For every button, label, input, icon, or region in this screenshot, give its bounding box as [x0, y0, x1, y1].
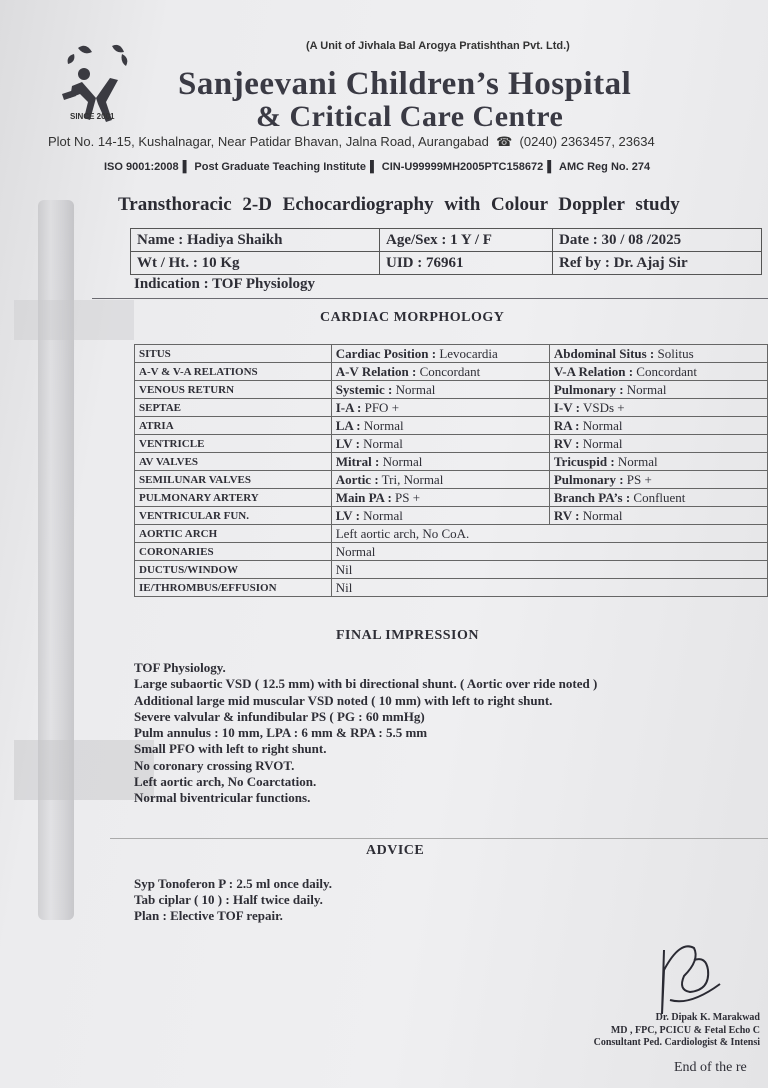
doctor-degrees: MD , FPC, PCICU & Fetal Echo C — [610, 1024, 760, 1036]
cell-key: Pulmonary : — [553, 471, 624, 487]
teaching-label: Post Graduate Teaching Institute — [194, 161, 366, 173]
phone-icon: ☎ — [492, 134, 516, 149]
table-row — [135, 381, 768, 399]
cell-key: Abdominal Situs : — [553, 345, 655, 361]
cell-right — [549, 435, 767, 453]
impression-item: No coronary crossing RVOT. — [134, 757, 295, 773]
page-shadow — [14, 300, 134, 340]
cell-key: RV : — [553, 435, 580, 451]
table-row — [135, 453, 768, 471]
parent-company-line: (A Unit of Jivhala Bal Arogya Pratishthan Pvt. Ltd.) — [306, 40, 570, 52]
divider — [92, 298, 768, 299]
table-row — [135, 561, 768, 579]
patient-age-sex: Age/Sex : 1 Y / F — [380, 229, 553, 252]
cell-key: Cardiac Position : — [335, 345, 437, 361]
table-row — [135, 417, 768, 435]
cell-value: Normal — [392, 381, 436, 397]
cell-value: Normal — [579, 507, 623, 523]
cell-right — [549, 345, 767, 363]
cell-value: Normal — [359, 435, 403, 451]
cell-value: Normal — [379, 453, 423, 469]
cell-value: Normal — [359, 507, 403, 523]
cell-left — [331, 471, 549, 489]
row-label: SITUS — [135, 345, 332, 363]
cell-key: Mitral : — [335, 453, 380, 469]
cell-right — [549, 471, 767, 489]
patient-name: Name : Hadiya Shaikh — [131, 229, 380, 252]
row-label: A-V & V-A RELATIONS — [135, 363, 332, 381]
table-row — [135, 525, 768, 543]
row-value: Nil — [331, 561, 767, 579]
row-label: AORTIC ARCH — [135, 525, 332, 543]
end-of-report: End of the re — [674, 1060, 747, 1075]
cell-left — [331, 435, 549, 453]
patient-weight-height: Wt / Ht. : 10 Kg — [131, 252, 380, 275]
cell-key: Branch PA’s : — [553, 489, 631, 505]
cell-value: Solitus — [654, 345, 694, 361]
cell-key: A-V Relation : — [335, 363, 417, 379]
phone-number: (0240) 2363457, 23634 — [519, 134, 655, 149]
cell-left — [331, 399, 549, 417]
cell-left — [331, 489, 549, 507]
cell-value: Concordant — [416, 363, 481, 379]
morphology-heading: CARDIAC MORPHOLOGY — [320, 310, 505, 325]
table-row — [135, 489, 768, 507]
cell-left — [331, 345, 549, 363]
cell-value: Normal — [623, 381, 667, 397]
impression-item: Left aortic arch, No Coarctation. — [134, 774, 317, 790]
cell-left — [331, 417, 549, 435]
table-row — [135, 435, 768, 453]
advice-item: Tab ciplar ( 10 ) : Half twice daily. — [134, 892, 323, 907]
cell-key: LV : — [335, 507, 360, 523]
cell-right — [549, 453, 767, 471]
cell-value: Normal — [579, 417, 623, 433]
cell-key: V-A Relation : — [553, 363, 634, 379]
cell-key: LV : — [335, 435, 360, 451]
impression-item: Large subaortic VSD ( 12.5 mm) with bi directional shunt. ( Aortic over ride noted ) — [134, 676, 598, 692]
cardiac-morphology-table — [134, 344, 768, 597]
patient-info-table — [130, 228, 762, 275]
row-label: SEMILUNAR VALVES — [135, 471, 332, 489]
cell-value: Normal — [579, 435, 623, 451]
cell-value: Tri, Normal — [378, 471, 444, 487]
cell-right — [549, 381, 767, 399]
cell-left — [331, 453, 549, 471]
row-value: Left aortic arch, No CoA. — [331, 525, 767, 543]
hospital-subtitle: & Critical Care Centre — [256, 100, 564, 133]
table-row — [135, 399, 768, 417]
cell-right — [549, 507, 767, 525]
cell-right — [549, 363, 767, 381]
cell-value: PS + — [623, 471, 652, 487]
cell-value: Levocardia — [436, 345, 498, 361]
table-row — [135, 579, 768, 597]
cell-value: Normal — [360, 417, 404, 433]
cell-key: Pulmonary : — [553, 381, 624, 397]
page-shadow — [14, 740, 154, 800]
table-row — [135, 363, 768, 381]
row-label: PULMONARY ARTERY — [135, 489, 332, 507]
impression-heading: FINAL IMPRESSION — [336, 628, 479, 643]
table-row — [135, 345, 768, 363]
cell-key: Systemic : — [335, 381, 393, 397]
row-label: VENTRICLE — [135, 435, 332, 453]
advice-list — [134, 876, 332, 924]
doctor-signature — [650, 930, 730, 1016]
doctor-name: Dr. Dipak K. Marakwad — [655, 1012, 760, 1023]
indication: Indication : TOF Physiology — [134, 276, 316, 292]
cell-key: RA : — [553, 417, 580, 433]
row-label: ATRIA — [135, 417, 332, 435]
report-date: Date : 30 / 08 /2025 — [553, 229, 762, 252]
row-value: Nil — [331, 579, 767, 597]
amc-reg: AMC Reg No. 274 — [559, 161, 651, 173]
referred-by: Ref by : Dr. Ajaj Sir — [553, 252, 762, 275]
cell-value: Confluent — [630, 489, 686, 505]
table-row — [135, 507, 768, 525]
cell-value: Normal — [614, 453, 658, 469]
row-label: AV VALVES — [135, 453, 332, 471]
impression-item: Small PFO with left to right shunt. — [134, 741, 327, 757]
divider — [110, 838, 768, 839]
cell-left — [331, 381, 549, 399]
doctor-title: Consultant Ped. Cardiologist & Intensi — [593, 1037, 760, 1048]
row-label: DUCTUS/WINDOW — [135, 561, 332, 579]
cell-value: VSDs + — [579, 399, 625, 415]
cell-left — [331, 507, 549, 525]
patient-uid: UID : 76961 — [380, 252, 553, 275]
impression-item: Pulm annulus : 10 mm, LPA : 6 mm & RPA : 5.5 mm — [134, 725, 428, 741]
hospital-address — [48, 134, 655, 150]
cell-key: Aortic : — [335, 471, 379, 487]
iso-cert: ISO 9001:2008 — [104, 161, 179, 173]
impression-item: Severe valvular & infundibular PS ( PG : 60 mmHg) — [134, 708, 425, 724]
hospital-name: Sanjeevani Children’s Hospital — [178, 66, 632, 102]
table-row — [135, 471, 768, 489]
impression-item: TOF Physiology. — [134, 660, 226, 675]
row-label: IE/THROMBUS/EFFUSION — [135, 579, 332, 597]
cell-key: I-V : — [553, 399, 580, 415]
registration-line: ISO 9001:2008 ▌ Post Graduate Teaching Institute ▌ CIN-U99999MH2005PTC158672 ▌ AMC Reg No. 274 — [104, 161, 651, 173]
impression-item: Normal biventricular functions. — [134, 790, 311, 806]
table-row — [135, 543, 768, 561]
cell-key: LA : — [335, 417, 361, 433]
cell-right — [549, 417, 767, 435]
doctor-block — [560, 1012, 760, 1050]
cell-key: RV : — [553, 507, 580, 523]
cell-key: I-A : — [335, 399, 362, 415]
row-label: VENTRICULAR FUN. — [135, 507, 332, 525]
report-title: Transthoracic 2-D Echocardiography with Colour Doppler study — [118, 194, 680, 215]
cell-key: Tricuspid : — [553, 453, 615, 469]
cell-right — [549, 399, 767, 417]
address-text: Plot No. 14-15, Kushalnagar, Near Patidar Bhavan, Jalna Road, Aurangabad — [48, 134, 489, 149]
row-label: VENOUS RETURN — [135, 381, 332, 399]
impression-item: Additional large mid muscular VSD noted ( 10 mm) with left to right shunt. — [134, 692, 553, 708]
advice-item: Syp Tonoferon P : 2.5 ml once daily. — [134, 876, 333, 891]
cell-value: PS + — [391, 489, 421, 505]
row-label: SEPTAE — [135, 399, 332, 417]
cell-right — [549, 489, 767, 507]
since-label: SINCE 2001 — [70, 112, 115, 121]
cell-key: Main PA : — [335, 489, 392, 505]
advice-item: Plan : Elective TOF repair. — [134, 908, 283, 923]
row-value: Normal — [331, 543, 767, 561]
row-label: CORONARIES — [135, 543, 332, 561]
impression-list — [134, 660, 597, 807]
advice-heading: ADVICE — [366, 843, 425, 858]
cell-value: Concordant — [633, 363, 697, 379]
cin-number: CIN-U99999MH2005PTC158672 — [381, 161, 544, 173]
cell-left — [331, 363, 549, 381]
cell-value: PFO + — [361, 399, 400, 415]
